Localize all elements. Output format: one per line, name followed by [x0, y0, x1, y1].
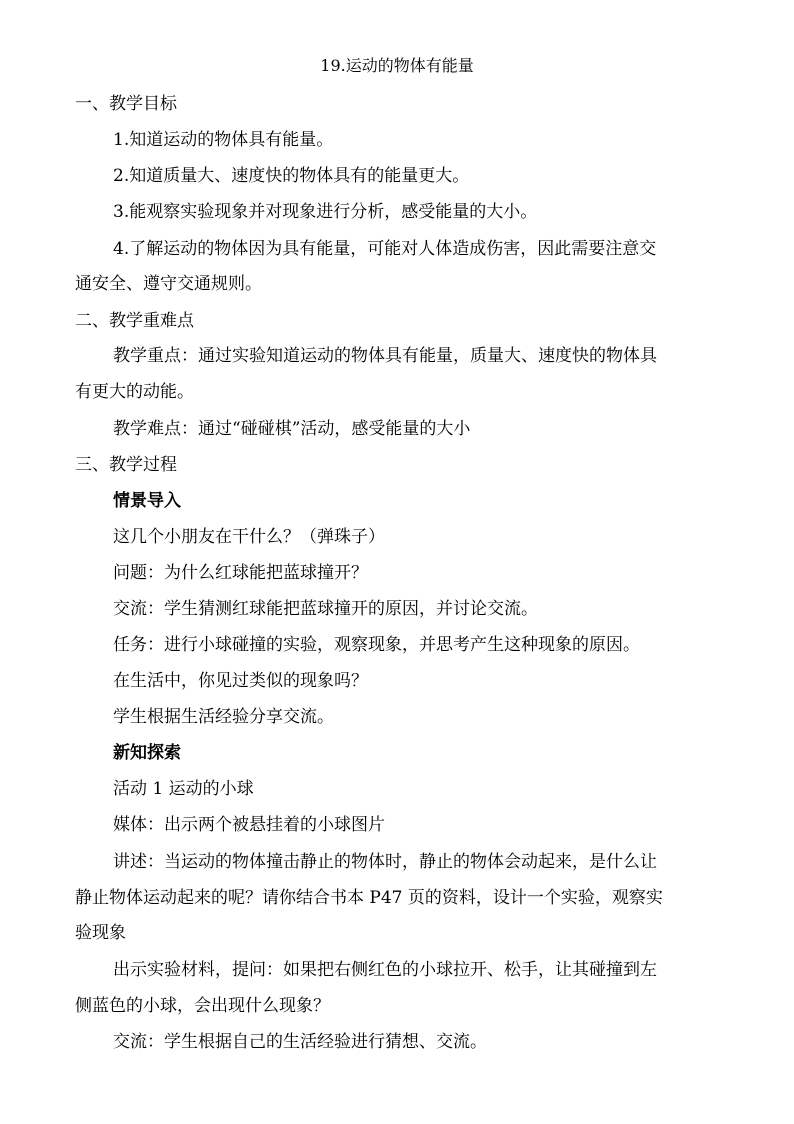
- subheading-intro: 情景导入: [113, 491, 181, 511]
- intro-paragraph-1: 这几个小朋友在干什么？（弹珠子）: [113, 527, 385, 547]
- objective-item-4-line2: 通安全、遵守交通规则。: [75, 274, 262, 294]
- exchange-paragraph: 交流：学生根据自己的生活经验进行猜想、交流。: [113, 1032, 487, 1052]
- objective-item-3: 3.能观察实验现象并对现象进行分析，感受能量的大小。: [113, 202, 538, 222]
- subheading-explore: 新知探索: [113, 743, 181, 763]
- key-point-line2: 有更大的动能。: [75, 382, 194, 402]
- intro-paragraph-2: 问题：为什么红球能把蓝球撞开？: [113, 563, 368, 583]
- talk-paragraph-line2: 静止物体运动起来的呢？请你结合书本 P47 页的资料，设计一个实验，观察实: [75, 888, 663, 908]
- objective-item-1: 1.知道运动的物体具有能量。: [113, 130, 334, 150]
- section-heading-process: 三、教学过程: [75, 455, 177, 475]
- show-paragraph-line1: 出示实验材料，提问：如果把右侧红色的小球拉开、松手，让其碰撞到左: [113, 960, 657, 980]
- intro-paragraph-3: 交流：学生猜测红球能把蓝球撞开的原因，并讨论交流。: [113, 599, 538, 619]
- intro-paragraph-4: 任务：进行小球碰撞的实验，观察现象，并思考产生这种现象的原因。: [113, 635, 640, 655]
- intro-paragraph-6: 学生根据生活经验分享交流。: [113, 707, 334, 727]
- document-title: 19.运动的物体有能量: [320, 56, 474, 75]
- talk-paragraph-line3: 验现象: [75, 923, 126, 943]
- intro-paragraph-5: 在生活中，你见过类似的现象吗？: [113, 671, 368, 691]
- media-paragraph: 媒体：出示两个被悬挂着的小球图片: [113, 815, 385, 835]
- show-paragraph-line2: 侧蓝色的小球，会出现什么现象？: [75, 996, 330, 1016]
- difficulty-point: 教学难点：通过“碰碰棋”活动，感受能量的大小: [113, 419, 471, 439]
- talk-paragraph-line1: 讲述：当运动的物体撞击静止的物体时，静止的物体会动起来，是什么让: [113, 852, 657, 872]
- activity-1-title: 活动 1 运动的小球: [113, 779, 254, 799]
- objective-item-2: 2.知道质量大、速度快的物体具有的能量更大。: [113, 166, 470, 186]
- section-heading-key-points: 二、教学重难点: [75, 311, 194, 331]
- objective-item-4-line1: 4.了解运动的物体因为具有能量，可能对人体造成伤害，因此需要注意交: [113, 239, 657, 259]
- section-heading-objectives: 一、教学目标: [75, 94, 177, 114]
- key-point-line1: 教学重点：通过实验知道运动的物体具有能量，质量大、速度快的物体具: [113, 346, 657, 366]
